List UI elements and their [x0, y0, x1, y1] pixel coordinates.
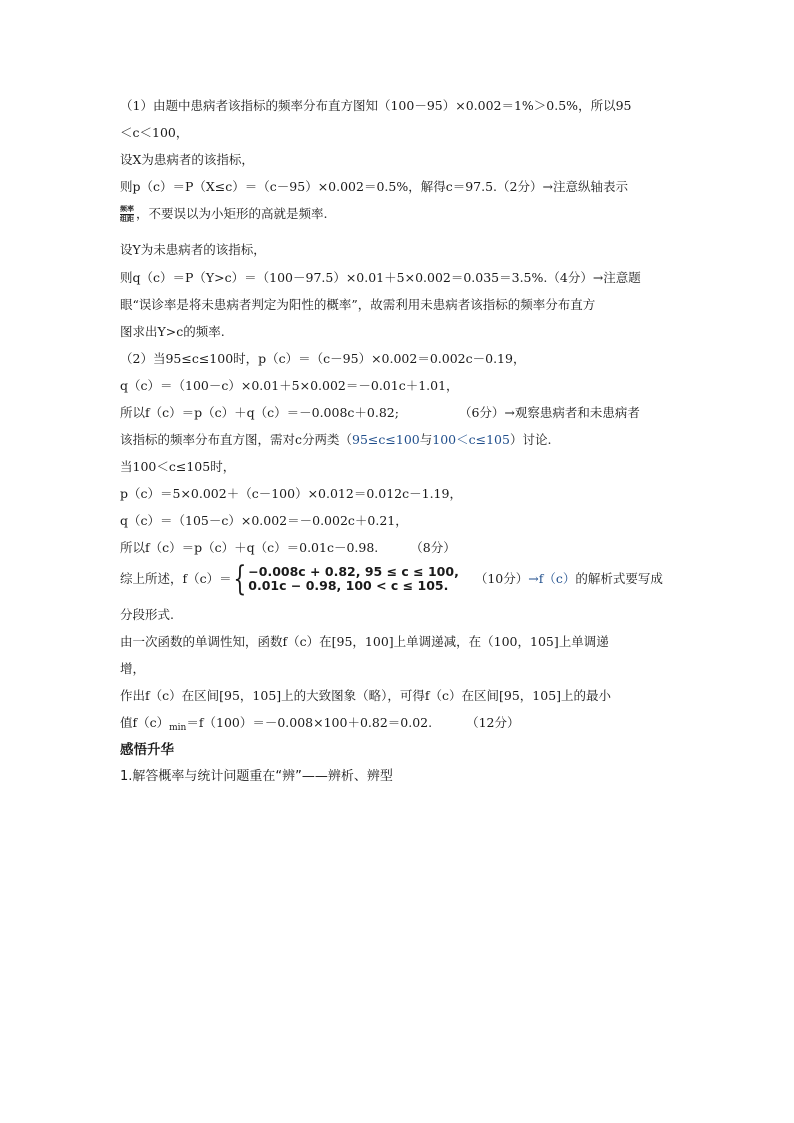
text-span: （10分） [474, 570, 529, 586]
text-span: ，不要误以为小矩形的高就是频率. [136, 206, 328, 221]
text-span: 所以f（c）＝p（c）＋q（c）＝－0.008c＋0.82; [120, 405, 399, 420]
list-item: 1.解答概率与统计问题重在“辨”——辨析、辨型 [120, 769, 393, 784]
text-span: ＝f（100）＝－0.008×100＋0.82＝0.02. [186, 715, 433, 730]
text-line: 则q（c）＝P（Y>c）＝（100－97.5）×0.01＋5×0.002＝0.035＝3.5%.（4分）→注意题 [120, 270, 641, 285]
text-line: （1）由题中患病者该指标的频率分布直方图知（100－95）×0.002＝1%＞0.5%，所以95 [120, 98, 632, 113]
text-span: 综上所述，f（c）＝ [120, 570, 232, 586]
case-range-2: 100＜c≤105 [432, 432, 510, 447]
text-line: 设X为患病者的该指标， [120, 152, 254, 167]
fraction-denominator: 组距 [120, 215, 134, 223]
case-row: −0.008c + 0.82, 95 ≤ c ≤ 100, [248, 563, 459, 579]
text-line: 由一次函数的单调性知，函数f（c）在[95，100]上单调递减，在（100，105]上单调递 [120, 634, 609, 649]
text-line: （2）当95≤c≤100时，p（c）＝（c－95）×0.002＝0.002c－0.19， [120, 351, 526, 366]
text-line: ＜c＜100， [120, 125, 189, 140]
text-span: →f（c） [528, 570, 576, 586]
text-span: 该指标的频率分布直方图，需对c分两类（ [120, 432, 353, 447]
text-span: （8分） [410, 540, 456, 555]
text-span: ）讨论. [509, 432, 552, 447]
text-line: 当100＜c≤105时， [120, 459, 236, 474]
brace-icon: { [232, 558, 246, 599]
text-span: 的解析式要写成 [575, 570, 663, 586]
text-line: 设Y为未患病者的该指标， [120, 242, 266, 257]
text-line [120, 432, 551, 448]
case-row: 0.01c − 0.98, 100 < c ≤ 105. [248, 577, 449, 593]
text-line [120, 540, 456, 556]
text-span: 所以f（c）＝p（c）＋q（c）＝0.01c－0.98. [120, 540, 379, 555]
text-line: q（c）＝（100－c）×0.01＋5×0.002＝－0.01c＋1.01， [120, 378, 459, 393]
text-line [120, 405, 640, 421]
text-span: 与 [419, 432, 433, 447]
text-line: 作出f（c）在区间[95，105]上的大致图象（略），可得f（c）在区间[95，105]上的最小 [120, 688, 612, 703]
subscript: min [169, 723, 187, 733]
section-heading: 感悟升华 [120, 742, 174, 758]
piecewise-line [120, 558, 663, 599]
text-span: 值f（c） [120, 715, 170, 730]
text-line: 增， [120, 661, 146, 676]
text-line: q（c）＝（105－c）×0.002＝－0.002c＋0.21， [120, 513, 408, 528]
case-range-1: 95≤c≤100 [352, 432, 420, 447]
text-line [120, 715, 519, 736]
text-span: （6分）→观察患病者和未患病者 [458, 405, 640, 420]
piecewise-cases [248, 565, 459, 593]
text-line: 图求出Y>c的频率. [120, 324, 225, 339]
text-span: （12分） [466, 715, 520, 730]
text-line [120, 206, 327, 223]
text-line: 则p（c）＝P（X≤c）＝（c－95）×0.002＝0.5%，解得c＝97.5.（2分）→注意纵轴表示 [120, 179, 628, 194]
fraction-numerator: 频率 [120, 205, 134, 213]
text-line: 分段形式. [120, 607, 174, 622]
fraction-label [120, 206, 134, 223]
text-line: 眼“误诊率是将未患病者判定为阳性的概率”，故需利用未患病者该指标的频率分布直方 [120, 297, 596, 312]
text-line: p（c）＝5×0.002＋（c－100）×0.012＝0.012c－1.19， [120, 486, 462, 501]
